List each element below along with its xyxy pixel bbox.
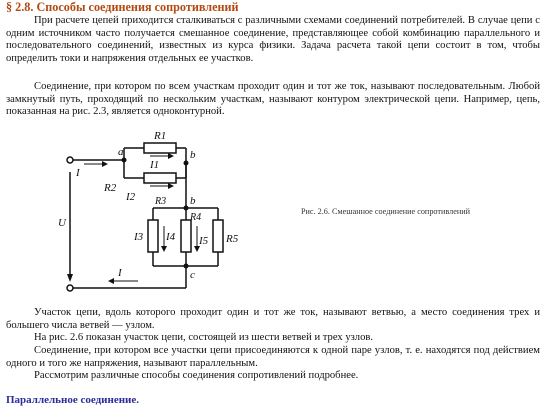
- label-u: U: [58, 217, 66, 229]
- arrow-i: [102, 161, 108, 167]
- node-b-top: [184, 161, 189, 166]
- paragraph-4: На рис. 2.6 показан участок цепи, состоящей из шести ветвей и трех узлов.: [34, 332, 374, 343]
- label-b: b: [190, 195, 196, 207]
- paragraph-6: Рассмотрим различные способы соединения сопротивлений подробнее.: [34, 370, 359, 381]
- arrow-i4: [161, 246, 167, 252]
- label-i4: I4: [166, 231, 176, 243]
- label-b-top: b: [190, 149, 196, 161]
- resistor-r2: [144, 173, 176, 183]
- label-a: a: [118, 146, 124, 158]
- node-b: [184, 206, 189, 211]
- subsection-heading: Параллельное соединение.: [6, 394, 140, 406]
- node-c: [184, 264, 189, 269]
- paragraph-5: Соединение, при котором все участки цепи присоединяются к одной паре узлов, т. е. находятся под действием одного и того же напряжения, называют параллельным.: [6, 345, 540, 369]
- paragraph-3: Участок цепи, вдоль которого проходит один и тот же ток, называют ветвью, а место соединения трех и большего числа ветвей — узлом.: [6, 307, 540, 331]
- label-r2: R2: [104, 182, 117, 194]
- label-i-bottom: I: [118, 267, 122, 279]
- paragraph-1: При расчете цепей приходится сталкиваться с различными схемами соединений потребителей. В случае цепи с одним источником часто получается смешанное соединение, представляющее собой комбинацию параллельного и последовательного соединений, известных из курса физики. Задача расчета такой цепи состоит в том, чтобы определить токи и напряжения отдельных ее участков.: [6, 15, 540, 64]
- arrow-i2: [168, 183, 174, 189]
- figure-caption: Рис. 2.6. Смешанное соединение сопротивлений: [301, 207, 470, 216]
- arrow-u: [67, 274, 73, 282]
- resistor-r4: [181, 220, 191, 252]
- resistor-r1: [144, 143, 176, 153]
- label-r1: R1: [154, 130, 167, 142]
- node-a: [122, 158, 127, 163]
- label-c: c: [190, 269, 195, 281]
- terminal-top: [67, 157, 73, 163]
- resistor-r5: [213, 220, 223, 252]
- label-i: I: [76, 167, 80, 179]
- arrow-i-bottom: [108, 278, 114, 284]
- terminal-bottom: [67, 285, 73, 291]
- label-r3: R3: [155, 196, 167, 207]
- label-i2: I2: [126, 191, 136, 203]
- label-i1: I1: [150, 159, 160, 171]
- label-i5: I5: [199, 235, 209, 247]
- circuit-diagram: [58, 128, 258, 300]
- label-r4: R4: [190, 212, 202, 223]
- label-i3: I3: [134, 231, 144, 243]
- arrow-i1: [168, 153, 174, 159]
- resistor-r3: [148, 220, 158, 252]
- label-r5: R5: [226, 233, 239, 245]
- section-heading: § 2.8. Способы соединения сопротивлений: [6, 0, 239, 14]
- paragraph-2: Соединение, при котором по всем участкам проходит один и тот же ток, называют последовательным. Любой замкнутый путь, проходящий по нескольким участкам, называют контуром электрической цепи. Например, цепь, показанная на рис. 2.3, является одноконтурной.: [6, 81, 540, 118]
